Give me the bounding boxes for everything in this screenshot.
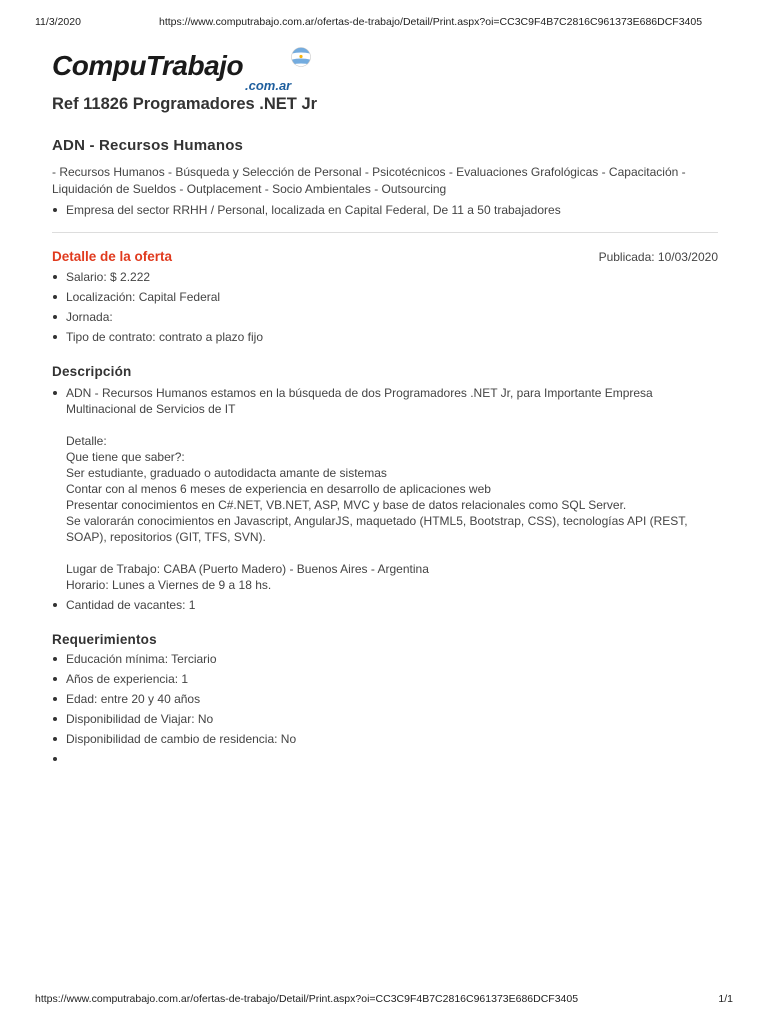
list-item: Disponibilidad de cambio de residencia: No <box>52 731 720 747</box>
print-date: 11/3/2020 <box>35 16 81 28</box>
detail-header <box>52 249 720 267</box>
company-description: - Recursos Humanos - Búsqueda y Selección de Personal - Psicotécnicos - Evaluaciones Grafológicas - Capacitación - Liquidación de Sueldos - Outplacement - Socio Ambientales - Outsourcing <box>52 165 686 196</box>
footer-url: https://www.computrabajo.com.ar/ofertas-de-trabajo/Detail/Print.aspx?oi=CC3C9F4B7C2816C961373E686DCF3405 <box>35 993 579 1005</box>
list-item: Años de experiencia: 1 <box>52 671 720 687</box>
vacancies: Cantidad de vacantes: 1 <box>52 597 720 613</box>
company-name[interactable]: ADN - Recursos Humanos <box>52 137 244 154</box>
description-body: ADN - Recursos Humanos estamos en la búsqueda de dos Programadores .NET Jr, para Importante Empresa Multinacional de Servicios de IT Detalle: Que tiene que saber?: Ser estudiante, graduado o autodidacta amante de sistemas Contar con al menos 6 meses de experiencia en desarrollo de aplicaciones web Presentar conocimientos en C#.NET, VB.NET, ASP, MVC y base de datos relacionales como SQL Server. Se valorarán conocimientos en Javascript, AngularJS, maquetado (HTML5, Bootstrap, CSS), tecnologías API (REST, SOAP), repositorios (GIT, TFS, SVN). Lugar de Trabajo: CABA (Puerto Madero) - Buenos Aires - Argentina Horario: Lunes a Viernes de 9 a 18 hs. <box>52 385 720 593</box>
list-item: Salario: $ 2.222 <box>52 269 720 285</box>
list-item: Edad: entre 20 y 40 años <box>52 691 720 707</box>
list-item: Tipo de contrato: contrato a plazo fijo <box>52 329 720 345</box>
detail-list <box>52 269 720 345</box>
requirements-list <box>52 651 720 767</box>
description-list <box>52 385 720 613</box>
requirements-title: Requerimientos <box>52 632 157 647</box>
computrabajo-logo[interactable] <box>52 46 322 94</box>
divider <box>52 232 718 233</box>
detail-title: Detalle de la oferta <box>52 249 173 264</box>
logo-domain: .com.ar <box>245 78 292 93</box>
description-title: Descripción <box>52 364 132 379</box>
logo-wordmark: CompuTrabajo <box>52 50 244 81</box>
page-number: 1/1 <box>718 993 733 1005</box>
list-item <box>52 751 720 767</box>
print-url: https://www.computrabajo.com.ar/ofertas-de-trabajo/Detail/Print.aspx?oi=CC3C9F4B7C2816C961373E686DCF3405 <box>159 16 703 28</box>
offer-title: Ref 11826 Programadores .NET Jr <box>52 95 318 113</box>
offer-content <box>52 94 720 767</box>
list-item: Educación mínima: Terciario <box>52 651 720 667</box>
list-item: Localización: Capital Federal <box>52 289 720 305</box>
list-item: Disponibilidad de Viajar: No <box>52 711 720 727</box>
print-footer <box>35 993 733 1007</box>
published-date: Publicada: 10/03/2020 <box>598 250 718 264</box>
company-info: Empresa del sector RRHH / Personal, localizada en Capital Federal, De 11 a 50 trabajadores <box>52 202 720 218</box>
list-item: Jornada: <box>52 309 720 325</box>
argentina-flag-icon <box>290 46 312 68</box>
print-header <box>35 16 733 30</box>
company-info-list <box>52 202 720 218</box>
